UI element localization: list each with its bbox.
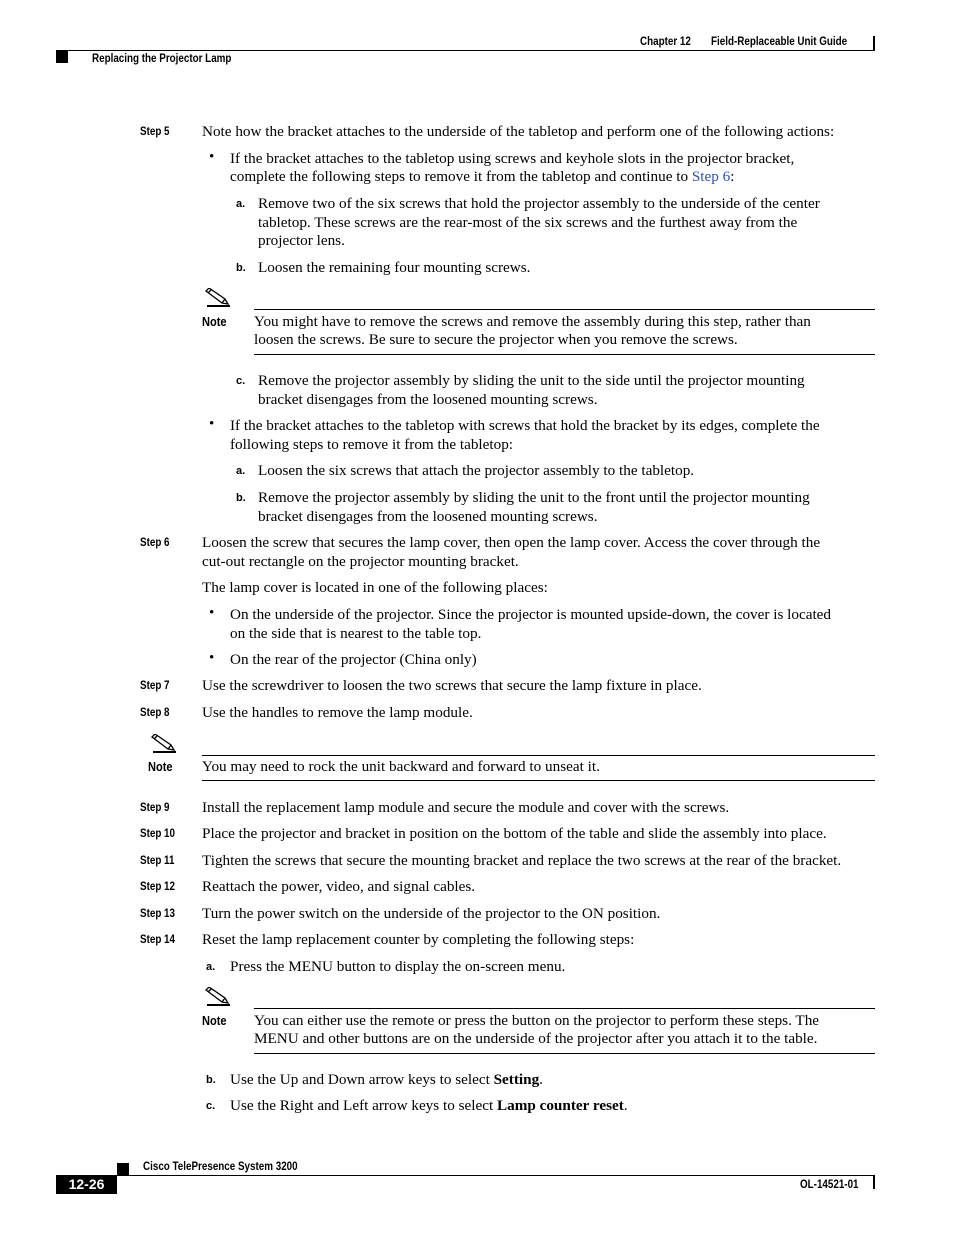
step-5-sub-b2-line-2: bracket disengages from the loosened mounting screws. [258, 508, 598, 525]
note-top-rule [254, 309, 875, 310]
step-5-sub-a-line-1: Remove two of the six screws that hold the projector assembly to the underside of the center [258, 195, 820, 212]
step-5-sub-b-label: b. [236, 262, 246, 274]
step-9-label: Step 9 [140, 800, 170, 814]
step-5-sub-a-line-2: tabletop. These screws are the rear-most of the six screws and the furthest away from the [258, 214, 798, 231]
note-label: Note [202, 314, 227, 329]
note-pencil-icon [150, 734, 178, 754]
step-9-text: Install the replacement lamp module and secure the module and cover with the screws. [202, 799, 730, 816]
note-bottom-rule [254, 354, 875, 355]
note-text-line-2: loosen the screws. Be sure to secure the projector when you remove the screws. [254, 331, 738, 348]
step-7-label: Step 7 [140, 678, 170, 692]
step-14-sub-b-label: b. [206, 1074, 216, 1086]
step-5-bullet-2-line-1: If the bracket attaches to the tabletop with screws that hold the bracket by its edges, complete the [230, 417, 820, 434]
bullet-icon: • [209, 650, 215, 666]
step-14-sub-c-text: Use the Right and Left arrow keys to select Lamp counter reset. [230, 1097, 628, 1114]
step-13-label: Step 13 [140, 906, 176, 920]
header-right-tick [873, 36, 875, 50]
step-6-bullet-2: On the rear of the projector (China only) [230, 651, 477, 668]
step-14-sub-c-label: c. [206, 1100, 216, 1112]
footer-marker [117, 1163, 129, 1175]
step-5-bullet-1-line-1: If the bracket attaches to the tabletop using screws and keyhole slots in the projector bracket, [230, 150, 795, 167]
note-pencil-icon [204, 288, 232, 308]
step-5-bullet-1-line-2: complete the following steps to remove it from the tabletop and continue to Step 6: [230, 168, 735, 185]
step-14-sub-a-text: Press the MENU button to display the on-screen menu. [230, 958, 566, 975]
header-chapter-title: Field-Replaceable Unit Guide [711, 34, 848, 48]
note-text-line-1: You can either use the remote or press the button on the projector to perform these steps. The [254, 1012, 820, 1029]
footer-product: Cisco TelePresence System 3200 [143, 1159, 298, 1173]
note-label: Note [202, 1013, 227, 1028]
step-7-text: Use the screwdriver to loosen the two screws that secure the lamp fixture in place. [202, 677, 702, 694]
note-text-line-2: MENU and other buttons are on the underside of the projector after you attach it to the table. [254, 1030, 818, 1047]
step-12-text: Reattach the power, video, and signal cables. [202, 878, 476, 895]
footer-rule [117, 1175, 875, 1176]
lamp-counter-reset-term: Lamp counter reset [496, 1097, 624, 1114]
step-10-label: Step 10 [140, 826, 176, 840]
step-11-label: Step 11 [140, 853, 175, 867]
step-6-label: Step 6 [140, 535, 170, 549]
header-marker [56, 51, 68, 63]
bullet-icon: • [209, 416, 215, 432]
step-5-sub-a2-text: Loosen the six screws that attach the projector assembly to the tabletop. [258, 462, 695, 479]
step-5-sub-a-line-3: projector lens. [258, 232, 345, 249]
bullet-icon: • [209, 605, 215, 621]
step-6-paragraph: The lamp cover is located in one of the following places: [202, 579, 548, 596]
step-14-text: Reset the lamp replacement counter by completing the following steps: [202, 931, 635, 948]
step-5-sub-b2-label: b. [236, 492, 246, 504]
step-5-sub-c-label: c. [236, 375, 246, 387]
header-chapter: Chapter 12 [640, 34, 691, 48]
step-5-text: Note how the bracket attaches to the underside of the tabletop and perform one of the following actions: [202, 123, 835, 140]
step-14-sub-b-text: Use the Up and Down arrow keys to select Setting. [230, 1071, 543, 1088]
step-6-line-1: Loosen the screw that secures the lamp cover, then open the lamp cover. Access the cover through the [202, 534, 821, 551]
step-8-label: Step 8 [140, 705, 170, 719]
note-text: You may need to rock the unit backward and forward to unseat it. [202, 758, 600, 775]
bullet-icon: • [209, 149, 215, 165]
step-5-sub-c-line-2: bracket disengages from the loosened mounting screws. [258, 391, 598, 408]
step-11-text: Tighten the screws that secure the mounting bracket and replace the two screws at the rear of the bracket. [202, 852, 842, 869]
note-bottom-rule [254, 1053, 875, 1054]
step-6-bullet-1-line-1: On the underside of the projector. Since the projector is mounted upside-down, the cover is located [230, 606, 832, 623]
note-top-rule [254, 1008, 875, 1009]
footer-doc-id: OL-14521-01 [800, 1177, 859, 1191]
step-6-line-2: cut-out rectangle on the projector mounting bracket. [202, 553, 519, 570]
step-14-sub-a-label: a. [206, 961, 216, 973]
note-pencil-icon [204, 987, 232, 1007]
note-bottom-rule [202, 780, 875, 781]
footer-page-number: 12-26 [68, 1176, 105, 1192]
step-12-label: Step 12 [140, 879, 176, 893]
step-5-sub-a2-label: a. [236, 465, 246, 477]
footer-right-tick [873, 1175, 875, 1189]
note-label: Note [148, 759, 173, 774]
step-14-label: Step 14 [140, 932, 176, 946]
step-8-text: Use the handles to remove the lamp module. [202, 704, 473, 721]
header-section: Replacing the Projector Lamp [92, 51, 232, 65]
step-5-sub-c-line-1: Remove the projector assembly by sliding the unit to the side until the projector mounting [258, 372, 805, 389]
step-10-text: Place the projector and bracket in position on the bottom of the table and slide the assembly into place. [202, 825, 827, 842]
note-top-rule [202, 755, 875, 756]
step-6-link[interactable]: Step 6 [691, 168, 731, 185]
note-text-line-1: You might have to remove the screws and remove the assembly during this step, rather than [254, 313, 811, 330]
step-5-sub-b2-line-1: Remove the projector assembly by sliding the unit to the front until the projector mounting [258, 489, 810, 506]
step-13-text: Turn the power switch on the underside of the projector to the ON position. [202, 905, 661, 922]
step-5-sub-b-text: Loosen the remaining four mounting screws. [258, 259, 531, 276]
step-6-bullet-1-line-2: on the side that is nearest to the table top. [230, 625, 482, 642]
step-5-label: Step 5 [140, 124, 170, 138]
setting-term: Setting [493, 1071, 540, 1088]
step-5-sub-a-label: a. [236, 198, 246, 210]
step-5-bullet-2-line-2: following steps to remove it from the tabletop: [230, 436, 514, 453]
